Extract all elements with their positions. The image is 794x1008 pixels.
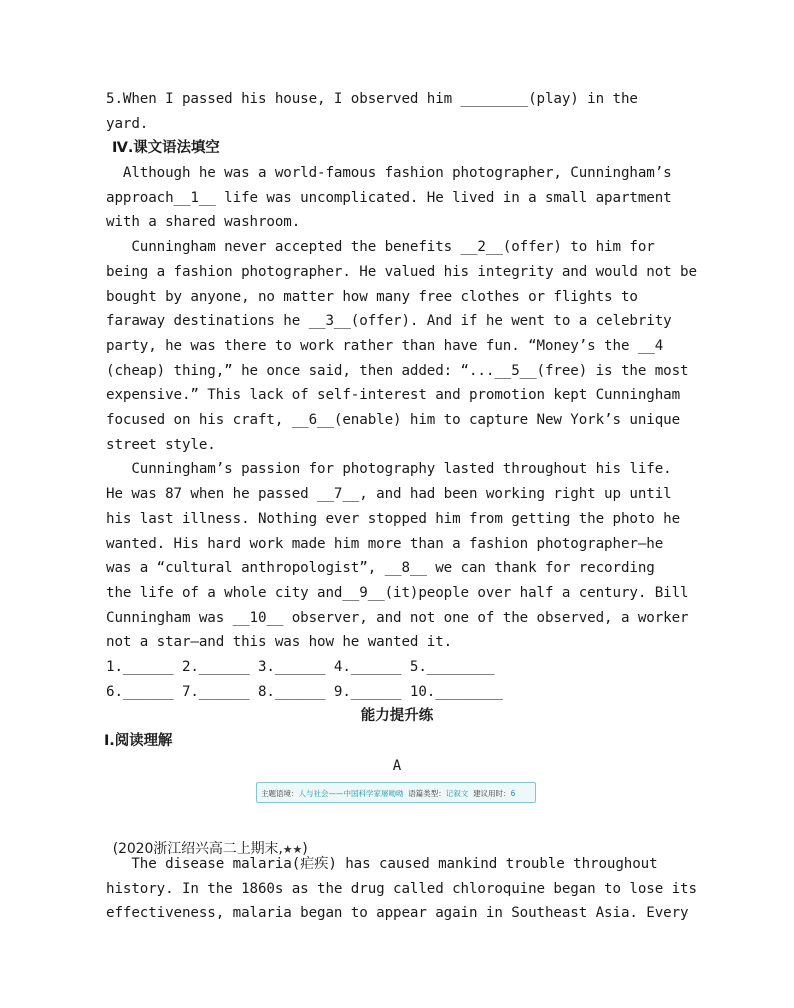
genre-label: 语篇类型： <box>408 789 446 798</box>
passage-line: Cunningham was __10__ observer, and not one of the observed, a worker <box>106 610 689 626</box>
section-1-heading: Ⅰ.阅读理解 <box>104 733 173 749</box>
topic-value: 人与社会——中国科学家屠呦呦 <box>298 789 404 798</box>
passage-line: expensive.” This lack of self-interest and promotion kept Cunningham <box>106 387 681 403</box>
topic-info-bar <box>256 782 536 803</box>
answer-line-2: 6.______ 7.______ 8.______ 9.______ 10.________ <box>106 684 503 700</box>
passage-line: with a shared washroom. <box>106 214 301 230</box>
source-text: (2020浙江绍兴高二上期末, <box>112 841 283 857</box>
section-4-heading: Ⅳ.课文语法填空 <box>112 140 220 156</box>
passage-line: focused on his craft, __6__(enable) him to capture New York’s unique <box>106 412 681 428</box>
passage-line: being a fashion photographer. He valued his integrity and would not be <box>106 264 697 280</box>
difficulty-stars-icon: ★★ <box>282 843 303 856</box>
passage-line: street style. <box>106 437 216 453</box>
passage-line: bought by anyone, no matter how many free clothes or flights to <box>106 289 638 305</box>
source-close: ) <box>302 841 308 857</box>
topic-label: 主题语境： <box>261 789 299 798</box>
answer-line-1: 1.______ 2.______ 3.______ 4.______ 5.________ <box>106 659 495 675</box>
passage-line: faraway destinations he __3__(offer). And if he went to a celebrity <box>106 313 672 329</box>
passage-line: the life of a whole city and__9__(it)people over half a century. Bill <box>106 585 689 601</box>
question-5-line-1: 5.When I passed his house, I observed him ________(play) in the <box>106 91 638 107</box>
reading-line: The disease malaria(疟疾) has caused mankind trouble throughout <box>106 856 658 872</box>
passage-line: not a star—and this was how he wanted it. <box>106 634 453 650</box>
reading-line: effectiveness, malaria began to appear again in Southeast Asia. Every <box>106 905 689 921</box>
passage-line: Cunningham never accepted the benefits __2__(offer) to him for <box>106 239 655 255</box>
question-5-line-2: yard. <box>106 116 149 132</box>
passage-line: party, he was there to work rather than have fun. “Money’s the __4 <box>106 338 664 354</box>
time-value: 6 <box>510 789 516 798</box>
passage-line: his last illness. Nothing ever stopped him from getting the photo he <box>106 511 681 527</box>
passage-line: He was 87 when he passed __7__, and had been working right up until <box>106 486 672 502</box>
reading-line: history. In the 1860s as the drug called chloroquine began to lose its <box>106 881 697 897</box>
passage-line: Although he was a world-famous fashion photographer, Cunningham’s <box>106 165 672 181</box>
time-label: 建议用时： <box>473 789 511 798</box>
source-note <box>104 822 308 859</box>
passage-line: Cunningham’s passion for photography lasted throughout his life. <box>106 461 672 477</box>
passage-letter: A <box>392 758 402 774</box>
passage-line: was a “cultural anthropologist”, __8__ we can thank for recording <box>106 560 655 576</box>
practice-heading: 能力提升练 <box>360 708 434 724</box>
genre-value: 记叙文 <box>445 789 469 798</box>
passage-line: (cheap) thing,” he once said, then added: “...__5__(free) is the most <box>106 363 689 379</box>
passage-line: approach__1__ life was uncomplicated. He lived in a small apartment <box>106 190 672 206</box>
passage-line: wanted. His hard work made him more than a fashion photographer—he <box>106 536 664 552</box>
